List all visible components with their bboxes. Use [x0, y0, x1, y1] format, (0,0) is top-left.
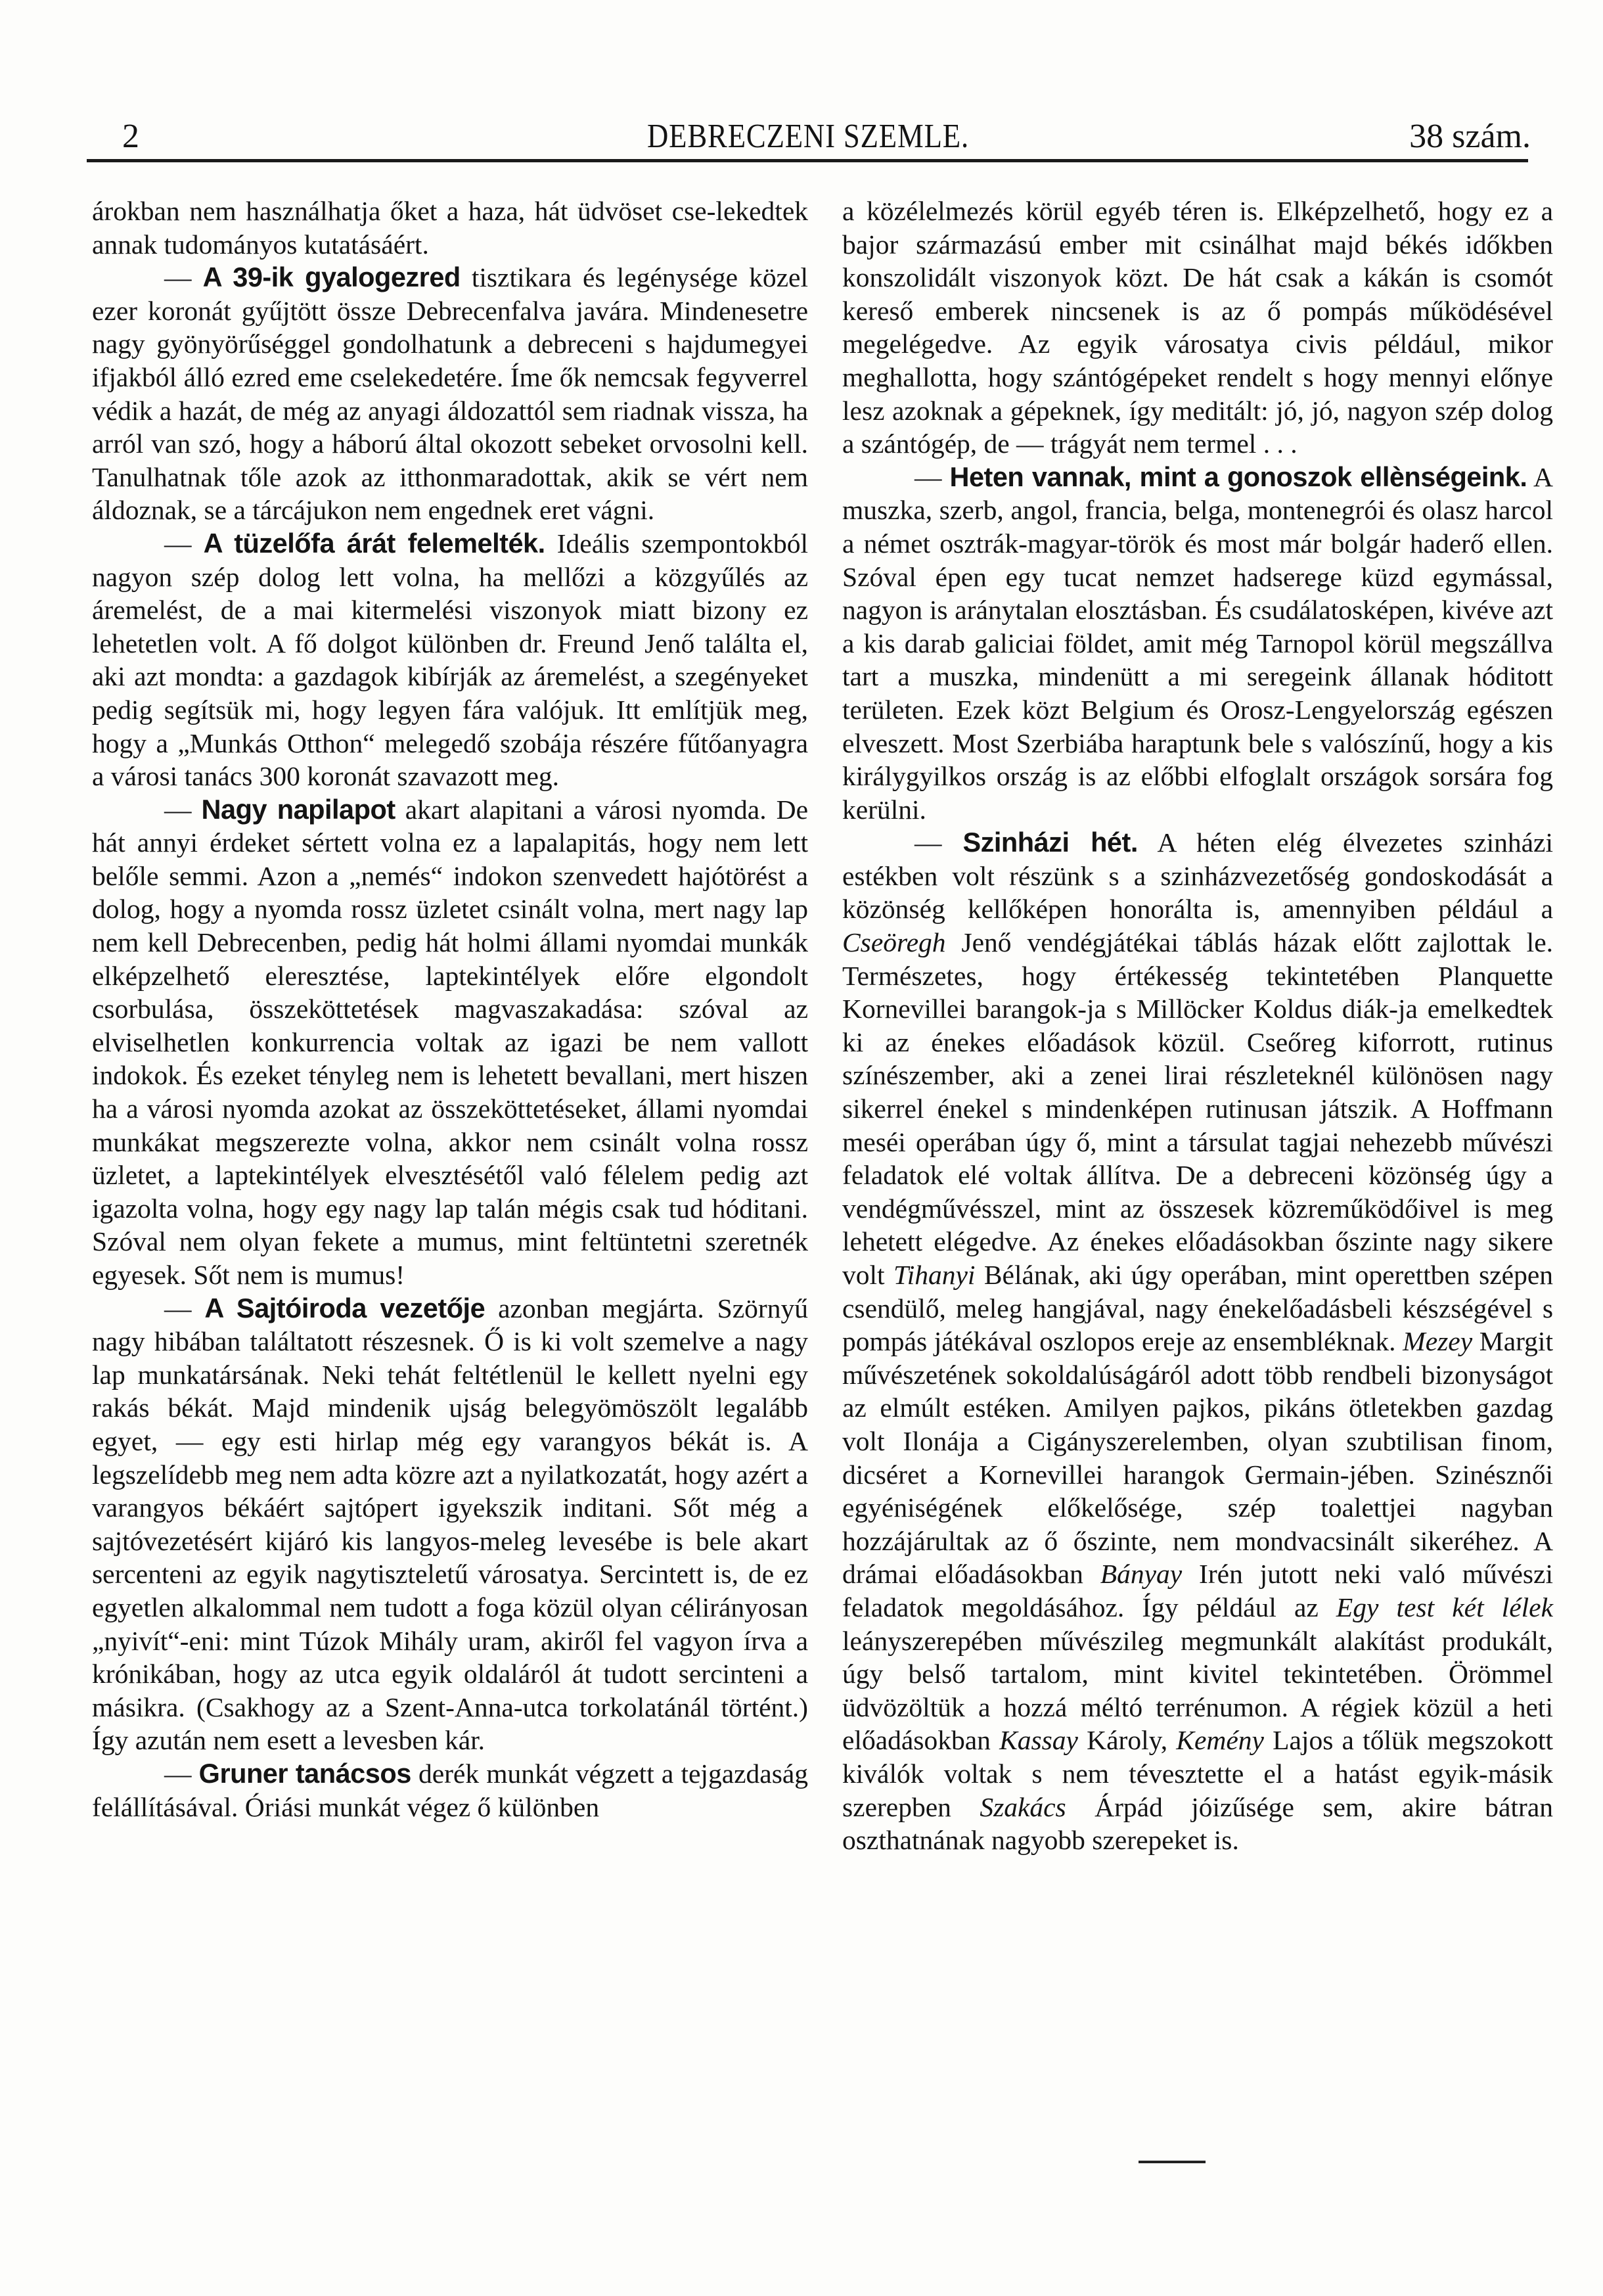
emphasized-name: Kassay	[999, 1725, 1078, 1756]
paragraph-text: Ideális szempontokból nagyon szép dolog lett volna, ha mellőzi a közgyűlés az áremelést, de a mai kitermelési viszonyok miatt bizony ez lehetetlen volt. A fő dolgot különben dr. Freund Jenő találta el, aki azt mondta: a gazdagok kibírják az áremelést, a szegényeket pedig segítsük mi, hogy legyen fára valójuk. Itt említjük meg, hogy a „Munkás Otthon“ melegedő szobája részére fűtőanyagra a városi tanács 300 koronát szavazott meg.	[92, 528, 809, 792]
page-header	[85, 112, 1531, 164]
emphasized-name: Szakács	[980, 1791, 1066, 1822]
article-heading: A tüzelőfa árát felemelték.	[203, 527, 545, 559]
page-number: 2	[122, 118, 139, 155]
news-paragraph	[92, 793, 808, 1292]
news-paragraph	[92, 1292, 808, 1757]
emphasized-name: Tihanyi	[893, 1260, 976, 1290]
paragraph-text: leányszerepében művészileg megmunkált alakítást produkált, úgy belső tartalom, mint kivitel tekintetében. Örömmel üdvözöltük a hozzá méltó terrénumon. A régiek közül a heti előadásokban	[842, 1625, 1553, 1756]
paragraph-text: a közélelmezés körül egyéb téren is. Elképzelhető, hogy ez a bajor származású ember mit csinálhat majd békés időkben konszolidált viszonyok közt. De hát csak a kákán is csomót kereső emberek nincsenek is az ő pompás működésével megelégedve. Az egyik városatya civis például, mikor meghallotta, hogy szántógépeket rendelt s hogy mennyi előnye lesz azoknak a gépeknek, így meditált: jó, jó, nagyon szép dolog a szántógép, de — trágyát nem termel . . .	[842, 196, 1553, 459]
paragraph-text: Irén jutott neki való művészi feladatok megoldásához. Így például az	[842, 1559, 1553, 1622]
paragraph-text: A muszka, szerb, angol, francia, belga, montenegrói és olasz harcol a német osztrák-magyar-török és most már bolgár haderő ellen. Szóval épen egy tucat nemzet hadserege küzd egymással, nagyon is aránytalan elosztásban. És csudálatosképen, kivéve azt a kis darab galiciai földet, amit még Tarnopol körül megszállva tart a muszka, mindenütt a mi seregeink állanak hóditott területen. Ezek közt Belgium és Orosz-Lengyelország egészen elveszett. Most Szerbiába haraptunk bele s valószínű, hogy a kis királygyilkos ország is az előbbi elfoglalt országok sorsára fog kerülni.	[842, 461, 1554, 825]
right-column	[842, 195, 1553, 1857]
paragraph-text: —	[164, 528, 204, 559]
paragraph-text: akart alapitani a városi nyomda. De hát annyi érdeket sértett volna ez a lapalapitás, hogy nem lett belőle semmi. Azon a „nemés“ indokon szenvedett hajótörést a dolog, hogy a nyomda rossz üzletet csinált volna, mert nagy lap nem kell Debrecenben, pedig hát holmi állami nyomdai munkák elképzelhető eleresztése, laptekintélyek előre elgondolt csorbulása, összeköttetések magvaszakadása: szóval az elviselhetlen konkurrencia voltak az igazi be nem vallott indokok. És ezeket tényleg nem is lehetett bevallani, mert hiszen ha a városi nyomda azokat az összeköttetéseket, állami nyomdai munkákat megszerezte volna, akkor nem csinált volna rossz üzletet, a laptekintélyek elvesztésétől való félelem pedig azt igazolta volna, hogy egy nagy lap talán mégis csak tud hóditani. Szóval nem olyan fekete a mumus, mint feltüntetni szeretnék egyesek. Sőt nem is mumus!	[92, 794, 809, 1290]
paragraph-text: derék munkát végzett a tejgazdaság felállításával. Óriási munkát végez ő különben	[92, 1758, 809, 1822]
paragraph-text: Margit művészetének sokoldalúságáról adott több rendbeli bizonyságot az elmúlt estéken. Amilyen pajkos, pikáns ötletekben gazdag volt Ilonája a Cigányszerelemben, olyan szubtilisan finom, dicséret a Kornevillei harangok Germain-jében. Szinésznői egyéniségének előkelősége, szép toalettjei nagyban hozzájárultak az ő őszinte, nem mondvacsinált sikeréhez. A drámai előadásokban	[842, 1326, 1553, 1590]
news-paragraph	[842, 461, 1553, 827]
paragraph-text: Károly,	[1077, 1725, 1177, 1756]
paragraph-text: —	[164, 262, 203, 293]
news-paragraph	[92, 195, 808, 261]
left-column	[92, 195, 808, 1824]
news-paragraph	[842, 195, 1553, 461]
issue-number: 38 szám.	[1409, 118, 1531, 155]
paragraph-text: azonban megjárta. Szörnyű nagy hibában találtatott részesnek. Ő is ki volt szemelve a nagy lap munkatársának. Neki tehát feltétlenül le kellett nyelni egy rakás békát. Majd mindenik ujság belegyömöszölt legalább egyet, — egy esti hirlap még egy varangyos békát is. A legszelídebb meg nem adta közre azt a nyilatkozatát, hogy azért a varangyos békáért sajtópert igyekszik inditani. Sőt még a sajtóvezetésért kijáró kis langyos-meleg levesébe is bele akart sercenteni az egyik nagytiszteletű városatya. Sercintett is, de ez egyetlen alkalommal nem tudott a foga közül olyan célirányosan „nyivít“-eni: mint Túzok Mihály uram, akiről fel vagyon írva a krónikában, hogy az utca egyik oldaláról át tudott sercinteni a másikra. (Csakhogy az a Szent-Anna-utca torkolatánál történt.) Így azután nem esett a levesben kár.	[92, 1293, 808, 1756]
paragraph-text: tisztikara és legénysége közel ezer koronát gyűjtött össze Debrecenfalva javára. Mindenesetre nagy gyönyörűséggel gondolhatunk a debreceni s hajdumegyei ifjakból álló ezred eme cselekedetére. Íme ők nemcsak fegyverrel védik a hazát, de még az anyagi áldozattól sem riadnak vissza, ha arról van szó, hogy a háború által okozott sebeket orvosolni kell. Tanulhatnak tőle azok az itthonmaradottak, akik se vért nem áldoznak, se a tárcájukon nem engednek eret vágni.	[92, 262, 808, 526]
journal-title: DEBRECZENI SZEMLE.	[647, 118, 969, 155]
paragraph-text: Jenő vendégjátékai táblás házak előtt zajlottak le. Természetes, hogy értékesség tekintetében Planquette Kornevillei barangok-ja s Millöcker Koldus diák-ja emelkedtek ki az énekes előadások közül. Cseőreg kiforrott, rutinus színészember, aki a zenei lirai részleteknél különösen nagy sikerrel énekel s mindenképen rutinusan játszik. A Hoffmann meséi operában úgy ő, mint a társulat tagjai nehezebb művészi feladatok elé voltak állítva. De a debreceni közönség úgy a vendégművésszel, mint az összesek közreműködőivel is meg lehetett elégedve. Az énekes előadásokban őszinte nagy sikere volt	[842, 927, 1553, 1290]
emphasized-name: Kemény	[1176, 1725, 1264, 1756]
news-paragraph	[842, 826, 1553, 1856]
emphasized-name: Mezey	[1403, 1326, 1473, 1357]
paragraph-text: Árpád jóizűsége sem, akire bátran oszthatnának nagyobb szerepeket is.	[842, 1791, 1553, 1856]
end-of-section-rule	[1139, 2161, 1206, 2163]
paragraph-text: A héten elég élvezetes szinházi estékben volt részünk s a szinházvezetőség gondoskodását a közönség kellőképen honorálta is, amennyiben például a	[842, 827, 1553, 925]
news-paragraph	[92, 1757, 808, 1824]
paragraph-text: —	[164, 1293, 205, 1323]
paragraph-text: árokban nem használhatja őket a haza, hát üdvöset cse-lekedtek annak tudományos kutatásáért.	[92, 196, 808, 260]
article-heading: Szinházi hét.	[962, 827, 1138, 858]
emphasized-name: Cseöregh	[842, 927, 946, 958]
news-paragraph	[92, 261, 808, 527]
article-heading: Gruner tanácsos	[198, 1757, 411, 1789]
article-heading: A 39-ik gyalogezred	[202, 262, 461, 293]
article-heading: Heten vannak, mint a gonoszok ellènségeink.	[949, 461, 1527, 492]
emphasized-name: Bányay	[1100, 1559, 1183, 1590]
paragraph-text: Bélának, aki úgy operában, mint operettben szépen csendülő, meleg hangjával, nagy énekelőadásbeli készségével s pompás játékával oszlopos ereje az ensembléknak.	[842, 1260, 1553, 1357]
paragraph-text: —	[164, 794, 202, 825]
article-heading: A Sajtóiroda vezetője	[204, 1292, 485, 1323]
article-heading: Nagy napilapot	[201, 793, 395, 825]
paragraph-text: —	[914, 827, 963, 858]
header-rule	[87, 159, 1528, 162]
emphasized-name: Egy test két lélek	[1336, 1592, 1554, 1622]
paragraph-text: —	[914, 461, 950, 492]
news-paragraph	[92, 527, 808, 793]
paragraph-text: —	[164, 1758, 199, 1789]
paragraph-text: Lajos a tőlük megszokott kiválók voltak s nem tévesztette el a hatást egyik-másik szerepben	[842, 1725, 1553, 1822]
